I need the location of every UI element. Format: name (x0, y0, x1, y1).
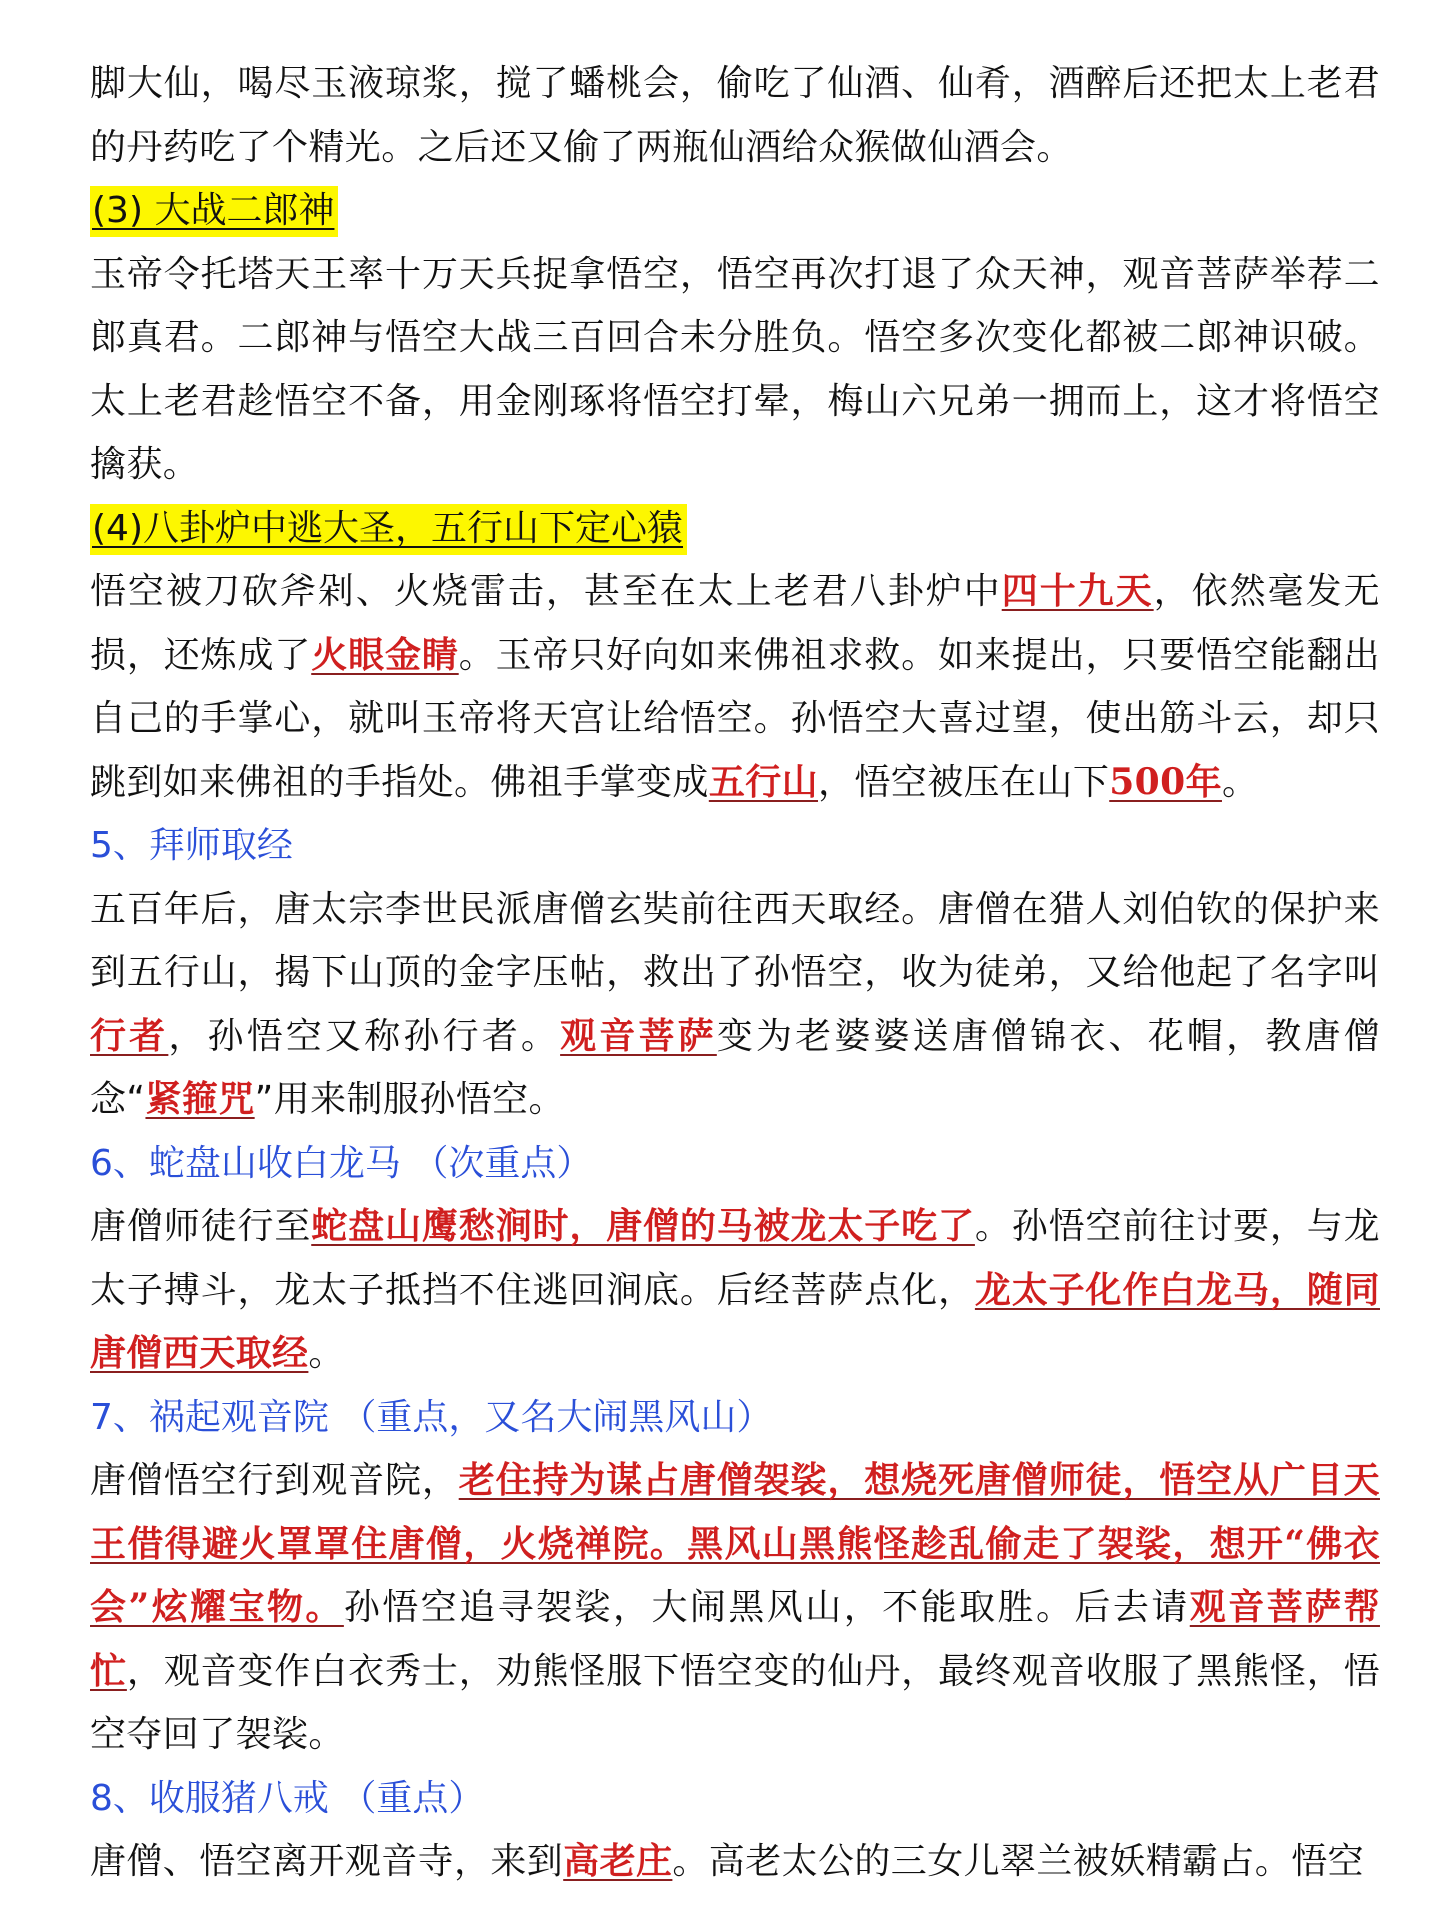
heading-section-6: 6、蛇盘山收白龙马 （次重点） (90, 1142, 593, 1184)
key-term: 紧箍咒 (145, 1078, 255, 1120)
paragraph-section-6 (90, 1195, 1380, 1386)
paragraph-peach-banquet (90, 52, 1380, 179)
key-term: 行者 (90, 1014, 169, 1057)
key-term: 龙太子化作白龙马，随同唐僧西天取经 (90, 1268, 1380, 1374)
key-term: 火眼金睛 (311, 633, 459, 676)
text: 。高老太公的三女儿翠兰被妖精霸占。悟空 (672, 1841, 1365, 1882)
text: ，依然毫发无损，还炼成了 (90, 571, 1380, 676)
heading-section-8: 8、收服猪八戒 （重点） (90, 1777, 485, 1819)
text: ，孙悟空又称孙行者。 (168, 1015, 561, 1057)
text: 。 (1221, 761, 1259, 803)
key-term: 500年 (1109, 760, 1222, 803)
text: 五百年后，唐太宗李世民派唐僧玄奘前往西天取经。唐僧在猎人刘伯钦的保护来到五行山，揭下山顶的金字压帖，救出了孙悟空，收为徒弟，又给他起了名字叫 (90, 888, 1380, 993)
heading-text: (4)八卦炉中逃大圣，五行山下定心猿 (90, 504, 687, 555)
key-term: 四十九天 (1001, 570, 1154, 612)
key-term: 老住持为谋占唐僧袈裟，想烧死唐僧师徒，悟空从广目天王借得避火罩罩住唐僧，火烧禅院。黑风山黑熊怪趁乱偷走了袈裟，想开“佛衣会”炫耀宝物。 (90, 1459, 1380, 1628)
text: ，观音变作白衣秀士，劝熊怪服下悟空变的仙丹，最终观音收服了黑熊怪，悟空夺回了袈裟。 (90, 1650, 1380, 1755)
text: 孙悟空追寻袈裟，大闹黑风山，不能取胜。后去请 (343, 1587, 1190, 1628)
paragraph-section-5 (90, 878, 1380, 1132)
document-page (90, 52, 1380, 1894)
heading-section-5: 5、拜师取经 (90, 825, 293, 866)
text: 悟空被刀砍斧剁、火烧雷击，甚至在太上老君八卦炉中 (90, 571, 1002, 612)
paragraph-battle-erlang (90, 243, 1380, 497)
heading-text: (3) 大战二郎神 (90, 186, 338, 237)
key-term: 五行山 (708, 760, 819, 803)
text: 。孙悟空前往讨要，与龙太子搏斗，龙太子抵挡不住逃回涧底。后经菩萨点化， (90, 1206, 1381, 1311)
text: ，悟空被压在山下 (818, 761, 1110, 803)
text: ”用来制服孙悟空。 (254, 1079, 565, 1120)
text: 唐僧、悟空离开观音寺，来到 (90, 1841, 564, 1882)
text: 变为老婆婆送唐僧锦衣、花帽，教唐僧念“ (90, 1015, 1380, 1120)
heading-section-7: 7、祸起观音院 （重点，又名大闹黑风山） (90, 1396, 773, 1438)
text: 。 (308, 1333, 345, 1374)
paragraph-section-8 (90, 1830, 1380, 1894)
paragraph-section-7 (90, 1449, 1380, 1767)
text: 玉帝令托塔天王率十万天兵捉拿悟空，悟空再次打退了众天神，观音菩萨举荐二郎真君。二郎神与悟空大战三百回合未分胜负。悟空多次变化都被二郎神识破。太上老君趁悟空不备，用金刚琢将悟空打晕，梅山六兄弟一拥而上，这才将悟空擒获。 (90, 253, 1380, 485)
key-term: 观音菩萨帮忙 (90, 1586, 1380, 1692)
heading-battle-erlang (90, 179, 1380, 243)
text: 脚大仙，喝尽玉液琼浆，搅了蟠桃会，偷吃了仙酒、仙肴，酒醉后还把太上老君的丹药吃了个精光。之后还又偷了两瓶仙酒给众猴做仙酒会。 (90, 63, 1380, 168)
text: 。玉帝只好向如来佛祖求救。如来提出，只要悟空能翻出自己的手掌心，就叫玉帝将天宫让给悟空。孙悟空大喜过望，使出筋斗云，却只跳到如来佛祖的手指处。佛祖手掌变成 (90, 634, 1380, 803)
text: 唐僧师徒行至 (90, 1206, 312, 1247)
key-term: 观音菩萨 (560, 1014, 717, 1057)
text: 唐僧悟空行到观音院， (90, 1460, 459, 1501)
paragraph-bagua-furnace (90, 560, 1380, 814)
heading-bagua-furnace (90, 497, 1380, 561)
key-term: 高老庄 (563, 1840, 673, 1882)
key-term: 蛇盘山鹰愁涧时，唐僧的马被龙太子吃了 (311, 1205, 975, 1247)
